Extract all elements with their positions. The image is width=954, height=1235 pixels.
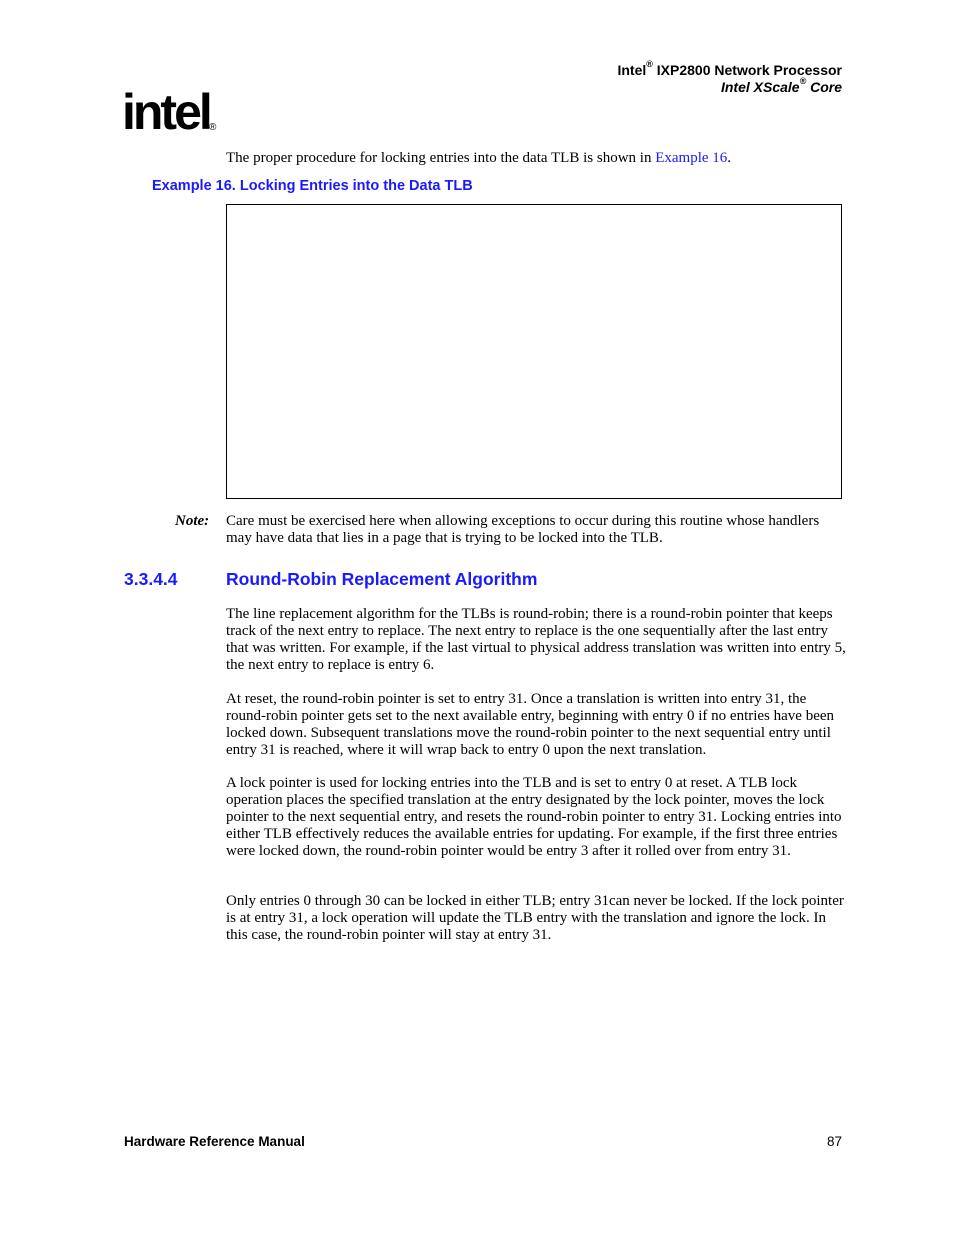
header-product-line [617, 59, 842, 78]
section-number: 3.3.4.4 [124, 569, 178, 589]
header-product: IXP2800 Network Processor [652, 62, 842, 78]
logo-registered-mark: ® [209, 122, 217, 133]
paragraph: Only entries 0 through 30 can be locked in either TLB; entry 31can never be locked. If the lock pointer is at entry 31, a lock operation will update the TLB entry with the translation and ignore the lock. In this case, the round-robin pointer will stay at entry 31. [226, 893, 844, 943]
paragraph: At reset, the round-robin pointer is set to entry 31. Once a translation is written into entry 31, the round-robin pointer gets set to the next available entry, beginning with entry 0 if no entries have been locked down. Subsequent translations move the round-robin pointer to the next sequential entry until entry 31 is reached, where it will wrap back to entry 0 upon the next translation. [226, 691, 835, 758]
paragraph: A lock pointer is used for locking entries into the TLB and is set to entry 0 at reset. A TLB lock operation places the specified translation at the entry designated by the lock pointer, moves the lock pointer to the next sequential entry, and resets the round-robin pointer to entry 31. Locking entries into either TLB effectively reduces the available entries for updating. For example, if the first three entries were locked down, the round-robin pointer would be entry 3 after it rolled over from entry 31. [226, 775, 842, 859]
intel-logo [122, 84, 222, 148]
intro-end: . [727, 150, 732, 166]
registered-mark: ® [646, 59, 653, 70]
logo-wordmark: intel [122, 84, 210, 140]
page-number: 87 [826, 1134, 842, 1149]
example-code-box [226, 204, 842, 499]
registered-mark: ® [799, 76, 807, 87]
note-label: Note: [175, 513, 210, 529]
header-core-brand: Intel XScale [720, 79, 800, 95]
section-title: Round-Robin Replacement Algorithm [226, 569, 538, 589]
example-16-link[interactable]: Example 16 [655, 150, 728, 166]
intro-text: The proper procedure for locking entries into the data TLB is shown in [226, 150, 656, 166]
paragraph: The line replacement algorithm for the TLBs is round-robin; there is a round-robin pointer that keeps track of the next entry to replace. The next entry to replace is the one sequentially after the last entry that was written. For example, if the last virtual to physical address translation was written into entry 5, the next entry to replace is entry 6. [226, 606, 846, 673]
header-brand: Intel [617, 62, 647, 78]
header-core: Core [806, 79, 842, 95]
note-text: Care must be exercised here when allowing exceptions to occur during this routine whose handlers may have data that lies in a page that is trying to be locked into the TLB. [226, 513, 820, 546]
intro-paragraph [226, 150, 846, 167]
header-core-line [720, 76, 842, 95]
footer-manual-title: Hardware Reference Manual [124, 1134, 305, 1149]
example-title: Example 16. Locking Entries into the Data TLB [152, 178, 473, 194]
